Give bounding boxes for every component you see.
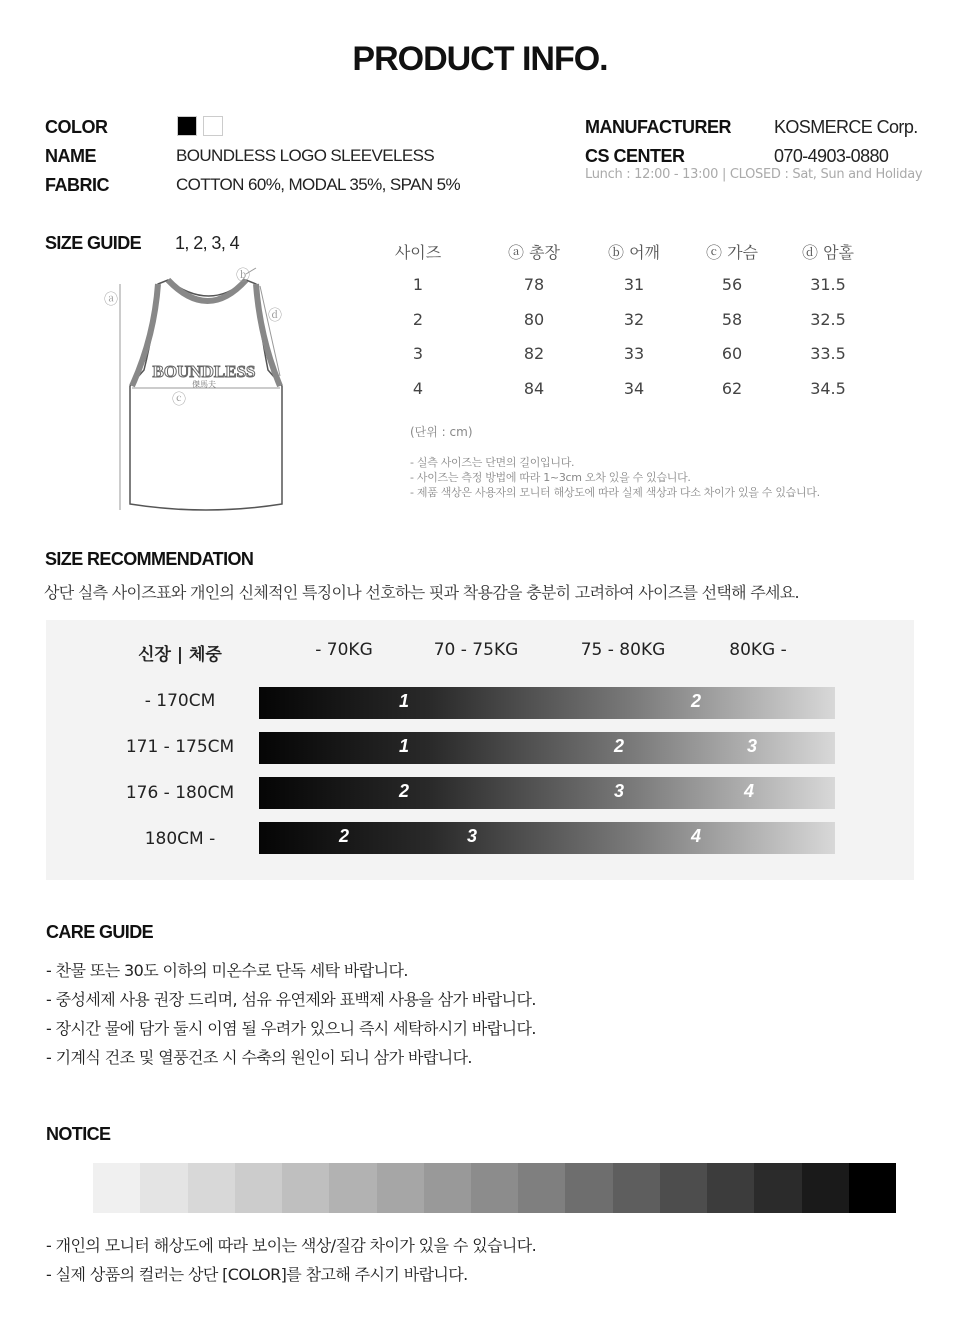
fabric-value: COTTON 60%, MODAL 35%, SPAN 5% xyxy=(176,175,460,194)
grayscale-swatch xyxy=(802,1163,849,1213)
tank-logo: BOUNDLESS xyxy=(152,362,256,381)
grayscale-swatch xyxy=(518,1163,565,1213)
grayscale-swatch xyxy=(424,1163,471,1213)
grayscale-swatch xyxy=(613,1163,660,1213)
weight-header: 70 - 75KG xyxy=(433,640,519,660)
size-cell: 3 xyxy=(412,344,424,363)
tank-top-drawing xyxy=(96,260,316,520)
size-cell: 84 xyxy=(523,379,545,398)
size-mark: 2 xyxy=(613,736,624,756)
size-mark: 1 xyxy=(398,691,409,711)
care-guide-line: - 중성세제 사용 권장 드리며, 섬유 유연제와 표백제 사용을 삼가 바랍니다. xyxy=(46,990,536,1009)
size-mark: 1 xyxy=(398,736,409,756)
size-note: - 사이즈는 측정 방법에 따라 1~3cm 오차 있을 수 있습니다. xyxy=(410,471,691,484)
recommendation-bar xyxy=(259,732,835,764)
height-row-label: 176 - 180CM xyxy=(125,783,235,803)
care-guide-heading: CARE GUIDE xyxy=(46,922,154,942)
size-cell: 32 xyxy=(623,310,645,329)
size-cell: 4 xyxy=(412,379,424,398)
size-mark: 2 xyxy=(690,691,701,711)
size-table-header-size: 사이즈 xyxy=(394,243,442,262)
grayscale-swatch xyxy=(849,1163,896,1213)
size-cell: 31 xyxy=(623,275,645,294)
size-mark: 4 xyxy=(743,781,754,801)
cs-center-hours: Lunch : 12:00 - 13:00 | CLOSED : Sat, Sun and Holiday xyxy=(585,167,923,182)
height-row-label: - 170CM xyxy=(144,691,216,711)
care-guide-line: - 장시간 물에 담가 둘시 이염 될 우려가 있으니 즉시 세탁하시기 바랍니다. xyxy=(46,1019,536,1038)
notice-line: - 실제 상품의 컬러는 상단 [COLOR]를 참고해 주시기 바랍니다. xyxy=(46,1265,468,1284)
size-cell: 62 xyxy=(721,379,743,398)
name-label: NAME xyxy=(45,146,96,166)
grayscale-swatch xyxy=(282,1163,329,1213)
fabric-label: FABRIC xyxy=(45,175,109,195)
size-mark: 2 xyxy=(398,781,409,801)
size-mark: 3 xyxy=(466,826,477,846)
color-swatch-white xyxy=(203,116,223,136)
recommendation-bar xyxy=(259,777,835,809)
size-unit: (단위 : cm) xyxy=(410,425,473,439)
tank-logo-sub: 傑馬夫 xyxy=(192,380,216,389)
size-recommendation-heading: SIZE RECOMMENDATION xyxy=(45,549,254,569)
size-cell: 56 xyxy=(721,275,743,294)
size-guide-heading: SIZE GUIDE xyxy=(45,233,142,253)
grayscale-swatch xyxy=(754,1163,801,1213)
size-table-header-shoulder: ⓑ 어깨 xyxy=(608,243,660,262)
notice-heading: NOTICE xyxy=(46,1124,111,1144)
grayscale-swatch xyxy=(140,1163,187,1213)
grayscale-swatch xyxy=(471,1163,518,1213)
recommendation-bar xyxy=(259,687,835,719)
size-mark: 3 xyxy=(613,781,624,801)
size-cell: 78 xyxy=(523,275,545,294)
grayscale-swatch xyxy=(377,1163,424,1213)
care-guide-line: - 기계식 건조 및 열풍건조 시 수축의 원인이 되니 삼가 바랍니다. xyxy=(46,1048,472,1067)
weight-header: 75 - 80KG xyxy=(580,640,666,660)
size-mark: 4 xyxy=(690,826,701,846)
care-guide-line: - 찬물 또는 30도 이하의 미온수로 단독 세탁 바랍니다. xyxy=(46,961,408,980)
grayscale-swatch xyxy=(707,1163,754,1213)
size-cell: 33 xyxy=(623,344,645,363)
size-cell: 82 xyxy=(523,344,545,363)
size-note: - 실측 사이즈는 단면의 길이입니다. xyxy=(410,456,575,469)
marker-a: ⓐ xyxy=(104,292,118,308)
size-mark: 2 xyxy=(338,826,349,846)
height-row-label: 171 - 175CM xyxy=(125,737,235,757)
size-guide-sizes: 1, 2, 3, 4 xyxy=(175,233,240,253)
size-table-header-chest: ⓒ 가슴 xyxy=(706,243,758,262)
grayscale-swatch xyxy=(235,1163,282,1213)
size-cell: 80 xyxy=(523,310,545,329)
size-cell: 1 xyxy=(412,275,424,294)
weight-header: 80KG - xyxy=(729,640,787,660)
color-label: COLOR xyxy=(45,117,108,137)
weight-header: - 70KG xyxy=(315,640,373,660)
tank-top-illustration xyxy=(96,260,316,520)
manufacturer-value: KOSMERCE Corp. xyxy=(774,117,918,137)
size-note: - 제품 색상은 사용자의 모니터 해상도에 따라 실제 색상과 다소 차이가 있을 수 있습니다. xyxy=(410,486,820,499)
size-cell: 31.5 xyxy=(810,275,846,294)
grayscale-swatch xyxy=(660,1163,707,1213)
size-cell: 2 xyxy=(412,310,424,329)
marker-d: ⓓ xyxy=(268,308,282,324)
manufacturer-label: MANUFACTURER xyxy=(585,117,731,137)
size-recommendation-description: 상단 실측 사이즈표와 개인의 신체적인 특징이나 선호하는 핏과 착용감을 충분히 고려하여 사이즈를 선택해 주세요. xyxy=(44,583,799,602)
size-cell: 34.5 xyxy=(810,379,846,398)
recommendation-bar xyxy=(259,822,835,854)
notice-line: - 개인의 모니터 해상도에 따라 보이는 색상/질감 차이가 있을 수 있습니다. xyxy=(46,1236,537,1255)
grayscale-swatch xyxy=(93,1163,140,1213)
size-cell: 33.5 xyxy=(810,344,846,363)
size-table-header-armhole: ⓓ 암홀 xyxy=(802,243,854,262)
grayscale-swatch xyxy=(188,1163,235,1213)
color-swatch-black xyxy=(177,116,197,136)
size-mark: 3 xyxy=(746,736,757,756)
grayscale-swatch xyxy=(565,1163,612,1213)
grayscale-swatch xyxy=(329,1163,376,1213)
grayscale-swatch xyxy=(46,1163,93,1213)
size-table-header-length: ⓐ 총장 xyxy=(508,243,560,262)
marker-c: ⓒ xyxy=(172,392,186,408)
height-weight-corner-label: 신장 | 체중 xyxy=(138,645,222,665)
size-cell: 32.5 xyxy=(810,310,846,329)
name-value: BOUNDLESS LOGO SLEEVELESS xyxy=(176,146,435,165)
size-cell: 34 xyxy=(623,379,645,398)
cs-center-phone: 070-4903-0880 xyxy=(774,146,889,166)
page-title: PRODUCT INFO. xyxy=(352,40,608,78)
cs-center-label: CS CENTER xyxy=(585,146,685,166)
size-cell: 58 xyxy=(721,310,743,329)
grayscale-strip xyxy=(46,1163,896,1213)
height-row-label: 180CM - xyxy=(144,829,216,849)
size-cell: 60 xyxy=(721,344,743,363)
marker-b: ⓑ xyxy=(236,268,250,284)
